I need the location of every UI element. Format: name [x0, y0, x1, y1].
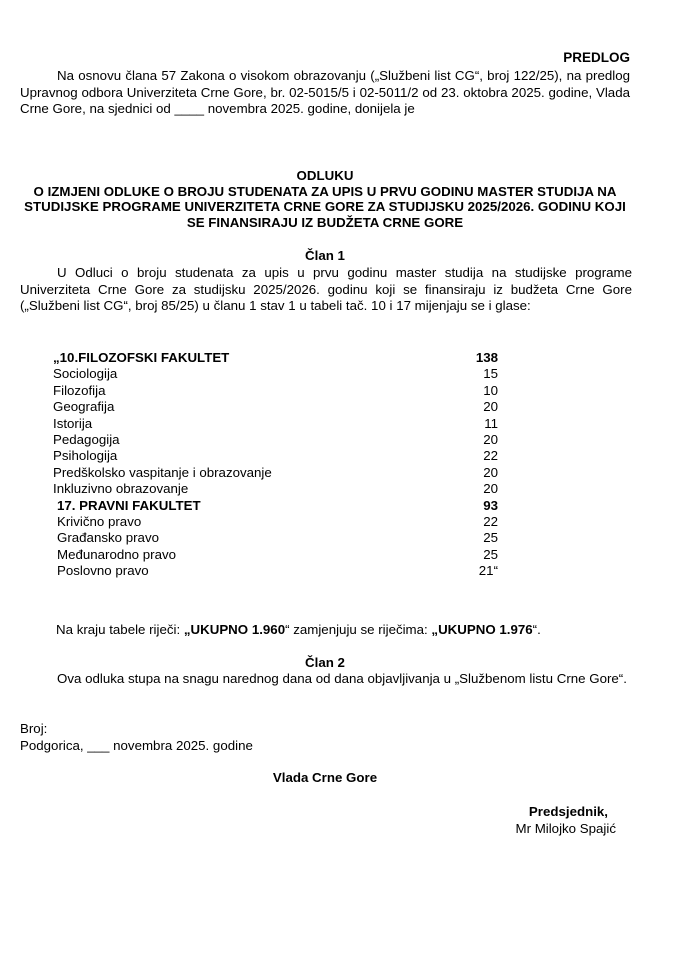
government-signature: Vlada Crne Gore: [272, 770, 378, 785]
program-name: Građansko pravo: [57, 530, 159, 546]
total-replacement-sentence: [56, 622, 636, 639]
total-new: „UKUPNO 1.976: [431, 622, 533, 637]
program-name: Predškolsko vaspitanje i obrazovanje: [53, 464, 272, 480]
program-name: Filozofija: [53, 382, 106, 398]
program-row: [53, 448, 498, 464]
reference-number: Broj:: [20, 721, 48, 736]
program-name: Pedagogija: [53, 431, 120, 447]
program-row: [53, 530, 498, 546]
program-row: [53, 383, 498, 399]
program-quota: 20: [483, 481, 498, 497]
program-name: Geografija: [53, 399, 115, 415]
program-row: [53, 366, 498, 382]
program-quota: 25: [483, 530, 498, 546]
program-row: [53, 465, 498, 481]
program-quota: 21“: [478, 563, 498, 579]
program-row: [53, 514, 498, 530]
program-name: Sociologija: [53, 366, 118, 382]
program-quota: 11: [484, 415, 498, 431]
program-row: [53, 547, 498, 563]
article-2-heading: Član 2: [305, 655, 345, 670]
program-quota: 22: [483, 513, 498, 529]
faculty-name: „10.FILOZOFSKI FAKULTET: [53, 350, 230, 365]
decision-title-main: ODLUKU: [296, 168, 354, 183]
program-row: [53, 416, 498, 432]
article-1-text: U Odluci o broju studenata za upis u prvu godinu master studija na studijske programe Univerziteta Crne Gore za studijsku 2025/2026. godinu koji se finansiraju iz budžeta Crne Gore („Službeni list CG“, broj 85/25) u članu 1 stav 1 u tabeli tač. 10 i 17 mijenjaju se i glase:: [20, 265, 632, 313]
program-row: [53, 432, 498, 448]
total-prefix: Na kraju tabele riječi:: [56, 622, 184, 637]
faculty-table: [53, 350, 498, 579]
program-name: Poslovno pravo: [57, 563, 149, 579]
program-quota: 15: [483, 366, 498, 382]
program-name: Inkluzivno obrazovanje: [53, 481, 189, 497]
article-2-text: Ova odluka stupa na snagu narednog dana od dana objavljivanja u „Službenom listu Crne Gore“.: [57, 671, 627, 686]
decision-title-subject: O IZMJENI ODLUKE O BROJU STUDENATA ZA UPIS U PRVU GODINU MASTER STUDIJA NA STUDIJSKE PROGRAME UNIVERZITETA CRNE GORE ZA STUDIJSKU 2025/2026. GODINU KOJI SE FINANSIRAJU IZ BUDŽETA CRNE GORE: [24, 183, 626, 230]
program-quota: 22: [483, 448, 498, 464]
president-name: Mr Milojko Spajić: [515, 821, 616, 836]
program-quota: 10: [483, 382, 498, 398]
total-suffix: “.: [532, 622, 541, 637]
program-row: [53, 563, 498, 579]
program-quota: 20: [483, 431, 498, 447]
program-name: Krivično pravo: [57, 513, 142, 529]
faculty-total: 93: [483, 497, 498, 513]
program-quota: 20: [483, 399, 498, 415]
total-middle: “ zamjenjuju se riječima:: [285, 622, 432, 637]
program-name: Psihologija: [53, 448, 118, 464]
faculty-header-row: [53, 350, 498, 366]
faculty-name: 17. PRAVNI FAKULTET: [57, 497, 201, 513]
faculty-total: 138: [475, 350, 498, 365]
program-name: Istorija: [53, 415, 93, 431]
program-quota: 20: [483, 464, 498, 480]
intro-paragraph: Na osnovu člana 57 Zakona o visokom obrazovanju („Službeni list CG“, broj 122/25), na predlog Upravnog odbora Univerziteta Crne Gore, br. 02-5015/5 i 02-5011/2 od 23. oktobra 2025. godine, Vlada Crne Gore, na sjednici od ____ novembra 2025. godine, donijela je: [20, 68, 630, 116]
program-row: [53, 399, 498, 415]
program-quota: 25: [483, 546, 498, 562]
article-1-heading: Član 1: [305, 248, 345, 263]
proposal-label: PREDLOG: [563, 50, 630, 65]
program-name: Međunarodno pravo: [57, 546, 177, 562]
faculty-header-row: [53, 498, 498, 514]
place-date: Podgorica, ___ novembra 2025. godine: [20, 738, 253, 753]
total-old: „UKUPNO 1.960: [183, 622, 286, 637]
program-row: [53, 481, 498, 497]
decision-title: [20, 168, 630, 230]
president-title: Predsjednik,: [528, 804, 608, 819]
